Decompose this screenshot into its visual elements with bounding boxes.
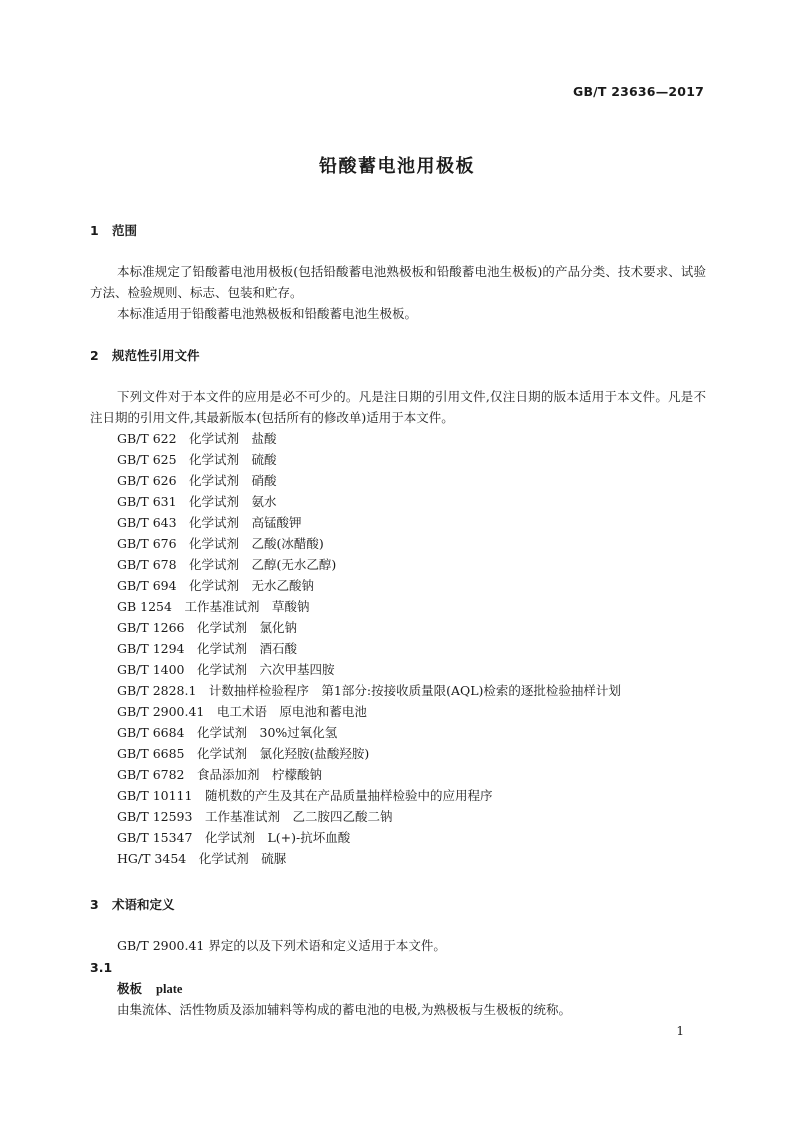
reference-item: GB/T 631 化学试剂 氨水	[117, 494, 277, 509]
reference-item: GB/T 6684 化学试剂 30%过氧化氢	[117, 725, 338, 740]
reference-item: GB/T 626 化学试剂 硝酸	[117, 473, 277, 488]
reference-item: GB/T 643 化学试剂 高锰酸钾	[117, 515, 302, 530]
term-chinese: 极板	[117, 981, 143, 996]
reference-item: GB/T 1400 化学试剂 六次甲基四胺	[117, 662, 335, 677]
reference-item: GB/T 2900.41 电工术语 原电池和蓄电池	[117, 704, 367, 719]
reference-item: GB/T 6782 食品添加剂 柠檬酸钠	[117, 767, 323, 782]
reference-item: GB/T 2828.1 计数抽样检验程序 第1部分:按接收质量限(AQL)检索的逐批检验抽样计划	[117, 683, 621, 698]
normative-references-list	[117, 428, 621, 869]
reference-item: GB/T 622 化学试剂 盐酸	[117, 431, 277, 446]
section-2-paragraph-1: 下列文件对于本文件的应用是必不可少的。凡是注日期的引用文件,仅注日期的版本适用于本文件。凡是不注日期的引用文件,其最新版本(包括所有的修改单)适用于本文件。	[90, 389, 706, 425]
reference-item: GB/T 676 化学试剂 乙酸(冰醋酸)	[117, 536, 324, 551]
section-1-paragraph-2: 本标准适用于铅酸蓄电池熟极板和铅酸蓄电池生极板。	[117, 306, 418, 321]
reference-item: GB/T 678 化学试剂 乙醇(无水乙醇)	[117, 557, 337, 572]
reference-item: GB/T 12593 工作基准试剂 乙二胺四乙酸二钠	[117, 809, 393, 824]
reference-item: GB 1254 工作基准试剂 草酸钠	[117, 599, 310, 614]
term-definition: 由集流体、活性物质及添加辅料等构成的蓄电池的电极,为熟极板与生极板的统称。	[117, 1002, 571, 1017]
page-number: 1	[676, 1024, 684, 1038]
reference-item: GB/T 625 化学试剂 硫酸	[117, 452, 277, 467]
reference-item: GB/T 1294 化学试剂 酒石酸	[117, 641, 298, 656]
reference-item: GB/T 694 化学试剂 无水乙酸钠	[117, 578, 315, 593]
section-1-paragraph-1: 本标准规定了铅酸蓄电池用极板(包括铅酸蓄电池熟极板和铅酸蓄电池生极板)的产品分类、技术要求、试验方法、检验规则、标志、包装和贮存。	[90, 264, 706, 300]
reference-item: GB/T 6685 化学试剂 氯化羟胺(盐酸羟胺)	[117, 746, 370, 761]
reference-item: GB/T 1266 化学试剂 氯化钠	[117, 620, 298, 635]
reference-item: GB/T 10111 随机数的产生及其在产品质量抽样检验中的应用程序	[117, 788, 493, 803]
term-english: plate	[156, 982, 183, 996]
section-2-heading	[90, 346, 200, 364]
section-number: 2	[90, 348, 99, 363]
section-title: 范围	[112, 223, 138, 238]
section-title: 术语和定义	[112, 897, 175, 912]
section-title: 规范性引用文件	[112, 348, 200, 363]
term-entry	[117, 978, 182, 1000]
term-number: 3.1	[90, 960, 113, 975]
reference-item: GB/T 15347 化学试剂 L(+)-抗坏血酸	[117, 830, 351, 845]
section-3-paragraph-1: GB/T 2900.41 界定的以及下列术语和定义适用于本文件。	[117, 938, 446, 953]
section-3-heading	[90, 895, 175, 913]
section-number: 1	[90, 223, 99, 238]
section-number: 3	[90, 897, 99, 912]
reference-item: HG/T 3454 化学试剂 硫脲	[117, 851, 287, 866]
section-1-heading	[90, 221, 137, 239]
standard-code: GB/T 23636—2017	[572, 84, 704, 99]
document-title: 铅酸蓄电池用极板	[319, 156, 475, 177]
